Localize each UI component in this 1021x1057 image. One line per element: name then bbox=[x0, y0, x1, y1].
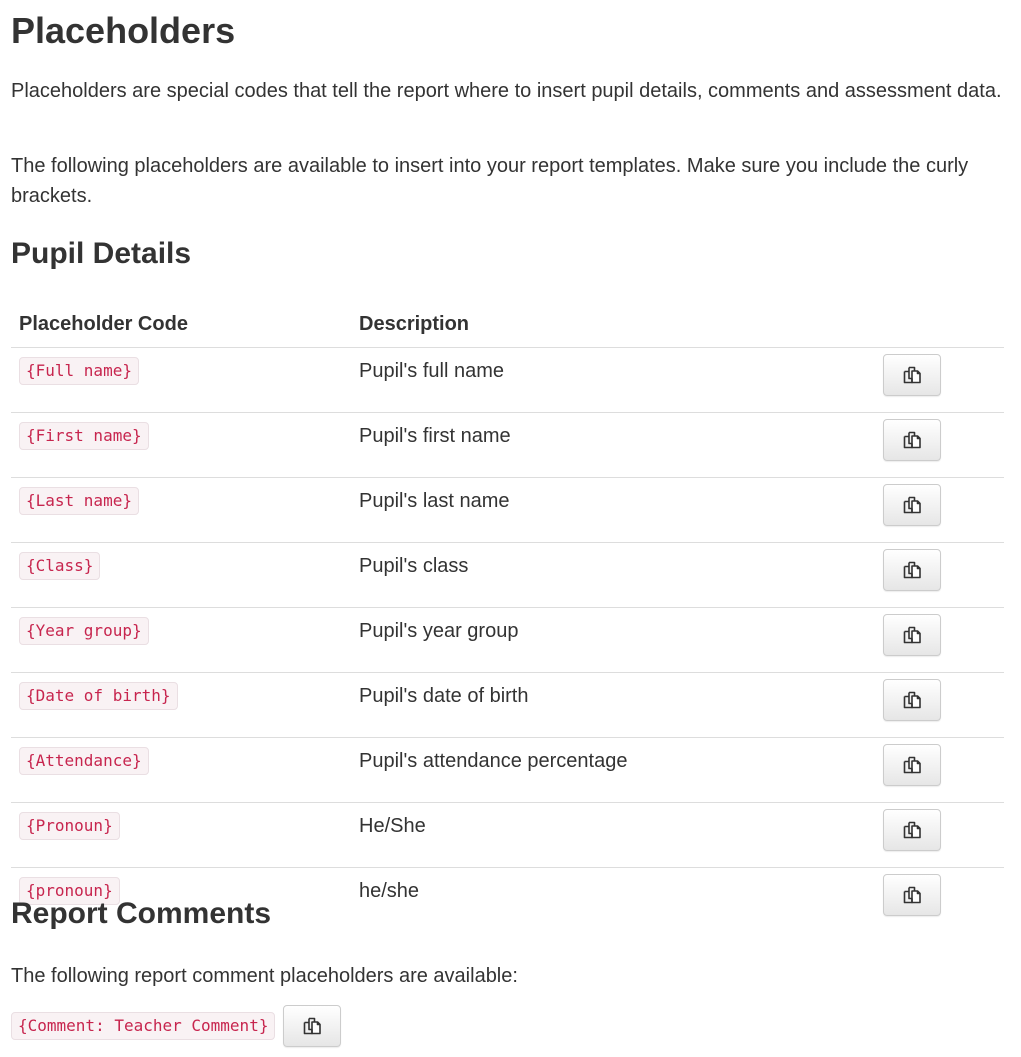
copy-button[interactable] bbox=[883, 744, 941, 786]
table-row bbox=[11, 478, 1004, 543]
copy-cell bbox=[875, 478, 1004, 543]
placeholder-code: {Full name} bbox=[19, 357, 139, 385]
copy-button[interactable] bbox=[883, 419, 941, 461]
instructions-paragraph: The following placeholders are available to insert into your report templates. Make sure you include the curly brackets. bbox=[11, 155, 969, 207]
placeholder-code-cell bbox=[11, 673, 351, 738]
copy-cell bbox=[875, 803, 1004, 868]
copy-cell bbox=[875, 868, 1004, 933]
placeholder-description: He/She bbox=[351, 803, 875, 868]
placeholder-code-cell bbox=[11, 543, 351, 608]
report-comments-intro: The following report comment placeholders are available: bbox=[11, 965, 518, 987]
copy-icon bbox=[902, 495, 922, 515]
copy-icon bbox=[902, 755, 922, 775]
table-row bbox=[11, 348, 1004, 413]
column-header-code: Placeholder Code bbox=[11, 301, 351, 348]
placeholder-code: {Comment: Teacher Comment} bbox=[11, 1012, 275, 1040]
table-row bbox=[11, 673, 1004, 738]
copy-cell bbox=[875, 543, 1004, 608]
placeholder-description: Pupil's full name bbox=[359, 360, 504, 382]
copy-button[interactable] bbox=[883, 484, 941, 526]
copy-icon bbox=[902, 690, 922, 710]
column-header-description: Description bbox=[351, 301, 875, 348]
placeholder-code-cell bbox=[11, 348, 351, 413]
placeholder-code: {Date of birth} bbox=[19, 682, 178, 710]
pupil-placeholders-table bbox=[11, 301, 1004, 932]
placeholder-description: Pupil's last name bbox=[351, 478, 875, 543]
placeholder-code: {Year group} bbox=[19, 617, 149, 645]
copy-icon bbox=[902, 430, 922, 450]
placeholder-description: Pupil's date of birth bbox=[351, 673, 875, 738]
table-row bbox=[11, 413, 1004, 478]
placeholder-code-cell bbox=[11, 478, 351, 543]
table-row bbox=[11, 608, 1004, 673]
copy-cell bbox=[875, 673, 1004, 738]
column-header-actions bbox=[875, 301, 1004, 348]
copy-icon bbox=[902, 820, 922, 840]
placeholder-description: Pupil's first name bbox=[351, 413, 875, 478]
copy-cell bbox=[875, 348, 1004, 413]
copy-icon bbox=[902, 625, 922, 645]
page-title: Placeholders bbox=[11, 10, 236, 51]
report-comments-heading: Report Comments bbox=[11, 897, 272, 930]
copy-cell bbox=[875, 608, 1004, 673]
placeholder-code: {Pronoun} bbox=[19, 812, 120, 840]
placeholder-code-cell bbox=[11, 413, 351, 478]
intro-paragraph: Placeholders are special codes that tell the report where to insert pupil details, comments and assessment data. bbox=[11, 80, 1002, 102]
placeholder-code: {Last name} bbox=[19, 487, 139, 515]
placeholder-description: he/she bbox=[351, 868, 875, 933]
table-row bbox=[11, 543, 1004, 608]
placeholder-description: Pupil's year group bbox=[351, 608, 875, 673]
placeholder-code: {Attendance} bbox=[19, 747, 149, 775]
copy-button[interactable] bbox=[883, 874, 941, 916]
copy-button[interactable] bbox=[883, 354, 941, 396]
copy-icon bbox=[902, 885, 922, 905]
table-row bbox=[11, 738, 1004, 803]
copy-button[interactable] bbox=[883, 809, 941, 851]
placeholder-code-cell bbox=[11, 803, 351, 868]
placeholder-code: {pronoun} bbox=[19, 877, 120, 905]
copy-button[interactable] bbox=[883, 679, 941, 721]
copy-button[interactable] bbox=[883, 614, 941, 656]
copy-icon bbox=[902, 365, 922, 385]
copy-button[interactable] bbox=[283, 1005, 341, 1047]
placeholder-description: Pupil's attendance percentage bbox=[351, 738, 875, 803]
report-comment-placeholder bbox=[11, 1005, 341, 1047]
placeholder-code: {Class} bbox=[19, 552, 100, 580]
copy-icon bbox=[302, 1016, 322, 1036]
placeholder-description: Pupil's class bbox=[351, 543, 875, 608]
placeholder-code-cell bbox=[11, 738, 351, 803]
copy-cell bbox=[875, 413, 1004, 478]
copy-cell bbox=[875, 738, 1004, 803]
placeholder-code-cell bbox=[11, 608, 351, 673]
copy-icon bbox=[902, 560, 922, 580]
pupil-details-heading: Pupil Details bbox=[11, 237, 192, 270]
placeholder-code: {First name} bbox=[19, 422, 149, 450]
copy-button[interactable] bbox=[883, 549, 941, 591]
table-row bbox=[11, 803, 1004, 868]
